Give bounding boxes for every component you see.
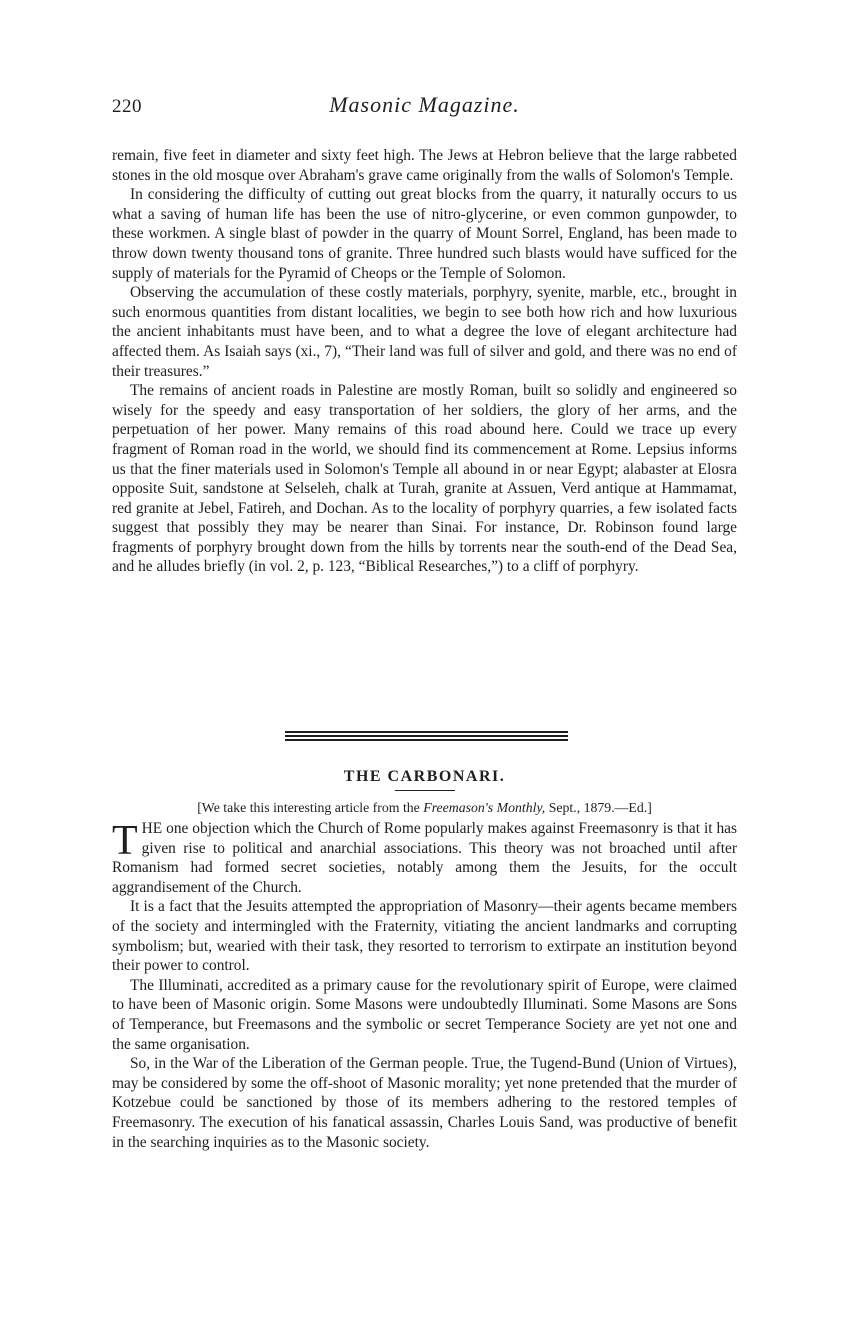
paragraph: The Illuminati, accredited as a primary cause for the revolutionary spirit of Europe, were claimed to have been of Masonic origin. Some Masons were undoubtedly Illuminati. Some Masons are Sons of Temperance, but Freemasons and the symbolic or secret Temperance Society are yet not one and the same organisation.	[112, 976, 737, 1053]
divider-line	[285, 735, 568, 737]
editor-note-date: Sept., 1879.—Ed.]	[548, 800, 652, 815]
section-divider	[285, 731, 568, 743]
paragraph: In considering the difficulty of cutting out great blocks from the quarry, it naturally occurs to us what a saving of human life has been the use of nitro-glycerine, or even common gunpowder, to these workmen. A single blast of powder in the quarry of Mount Sorrel, England, has been made to throw down twenty thousand tons of granite. Three hundred such blasts would have sufficed for the supply of materials for the Pyramid of Cheops or the Temple of Solomon.	[112, 186, 737, 282]
paragraph: The remains of ancient roads in Palestine are mostly Roman, built so solidly and engineered so wisely for the speedy and easy transportation of her soldiers, the glory of her arms, and the perpetuation of her power. Many remains of this road abound here. Could we trace up every fragment of Roman road in the world, we should find its commencement at Rome. Lepsius informs us that the finer materials used in Solomon's Temple all abound in or near Egypt; alabaster at Elosra opposite Suit, sandstone at Selseleh, chalk at Turah, granite at Assuen, Verd antique at Hammamat, red granite at Jebel, Fatireh, and Dochan. As to the locality of porphyry quarries, a few isolated facts suggest that possibly they may be nearer than Sinai. For instance, Dr. Robinson found large fragments of porphyry brought down from the hills by torrents near the south-end of the Dead Sea, and he alludes briefly (in vol. 2, p. 123, “Biblical Researches,”) to a cliff of porphyry.	[112, 382, 737, 576]
divider-line	[285, 739, 568, 741]
page-header	[112, 92, 737, 122]
editor-note	[112, 799, 737, 817]
paragraph: It is a fact that the Jesuits attempted the appropriation of Masonry—their agents became members of the society and intermingled with the Fraternity, vitiating the ancient landmarks and corrupting symbolism; but, wearied with their task, they resorted to terrorism to extirpate an institution beyond their power to control.	[112, 898, 737, 975]
paragraph: Observing the accumulation of these costly materials, porphyry, syenite, marble, etc., brought in such enormous quantities from distant localities, we begin to see both how rich and how luxurious the ancient inhabitants must have been, and to what a degree the love of elegant architecture had affected them. As Isaiah says (xi., 7), “Their land was full of silver and gold, and there was no end of their treasures.”	[112, 284, 737, 380]
carbonari-article	[112, 768, 737, 1152]
page-number: 220	[112, 96, 142, 117]
first-paragraph-text: HE one objection which the Church of Rome popularly makes against Freemasonry is that it has given rise to political and anarchial associations. This theory was not broached until after Romanism had formed secret societies, notably among them the Jesuits, for the occult aggrandisement of the Church.	[112, 820, 737, 896]
continued-article-text	[112, 146, 737, 577]
first-paragraph	[112, 819, 737, 897]
title-underline	[395, 790, 455, 791]
article-body	[112, 819, 737, 1152]
paragraph: remain, five feet in diameter and sixty feet high. The Jews at Hebron believe that the large rabbeted stones in the old mosque over Abraham's grave came originally from the walls of Solomon's Temple.	[112, 147, 737, 184]
article-title: THE CARBONARI.	[343, 768, 506, 785]
drop-cap: T	[112, 818, 138, 864]
editor-note-source: Freemason's Monthly,	[423, 800, 546, 815]
editor-note-text: [We take this interesting article from the	[197, 800, 420, 815]
divider-line	[285, 731, 568, 733]
running-title: Masonic Magazine.	[329, 92, 520, 117]
paragraph: So, in the War of the Liberation of the German people. True, the Tugend-Bund (Union of Virtues), may be considered by some the off-shoot of Masonic morality; yet none pretended that the murder of Kotzebue could be sanctioned by those of its members adhering to the restored temples of Freemasonry. The execution of his fanatical assassin, Charles Louis Sand, was productive of benefit in the searching inquiries as to the Masonic society.	[112, 1055, 737, 1151]
